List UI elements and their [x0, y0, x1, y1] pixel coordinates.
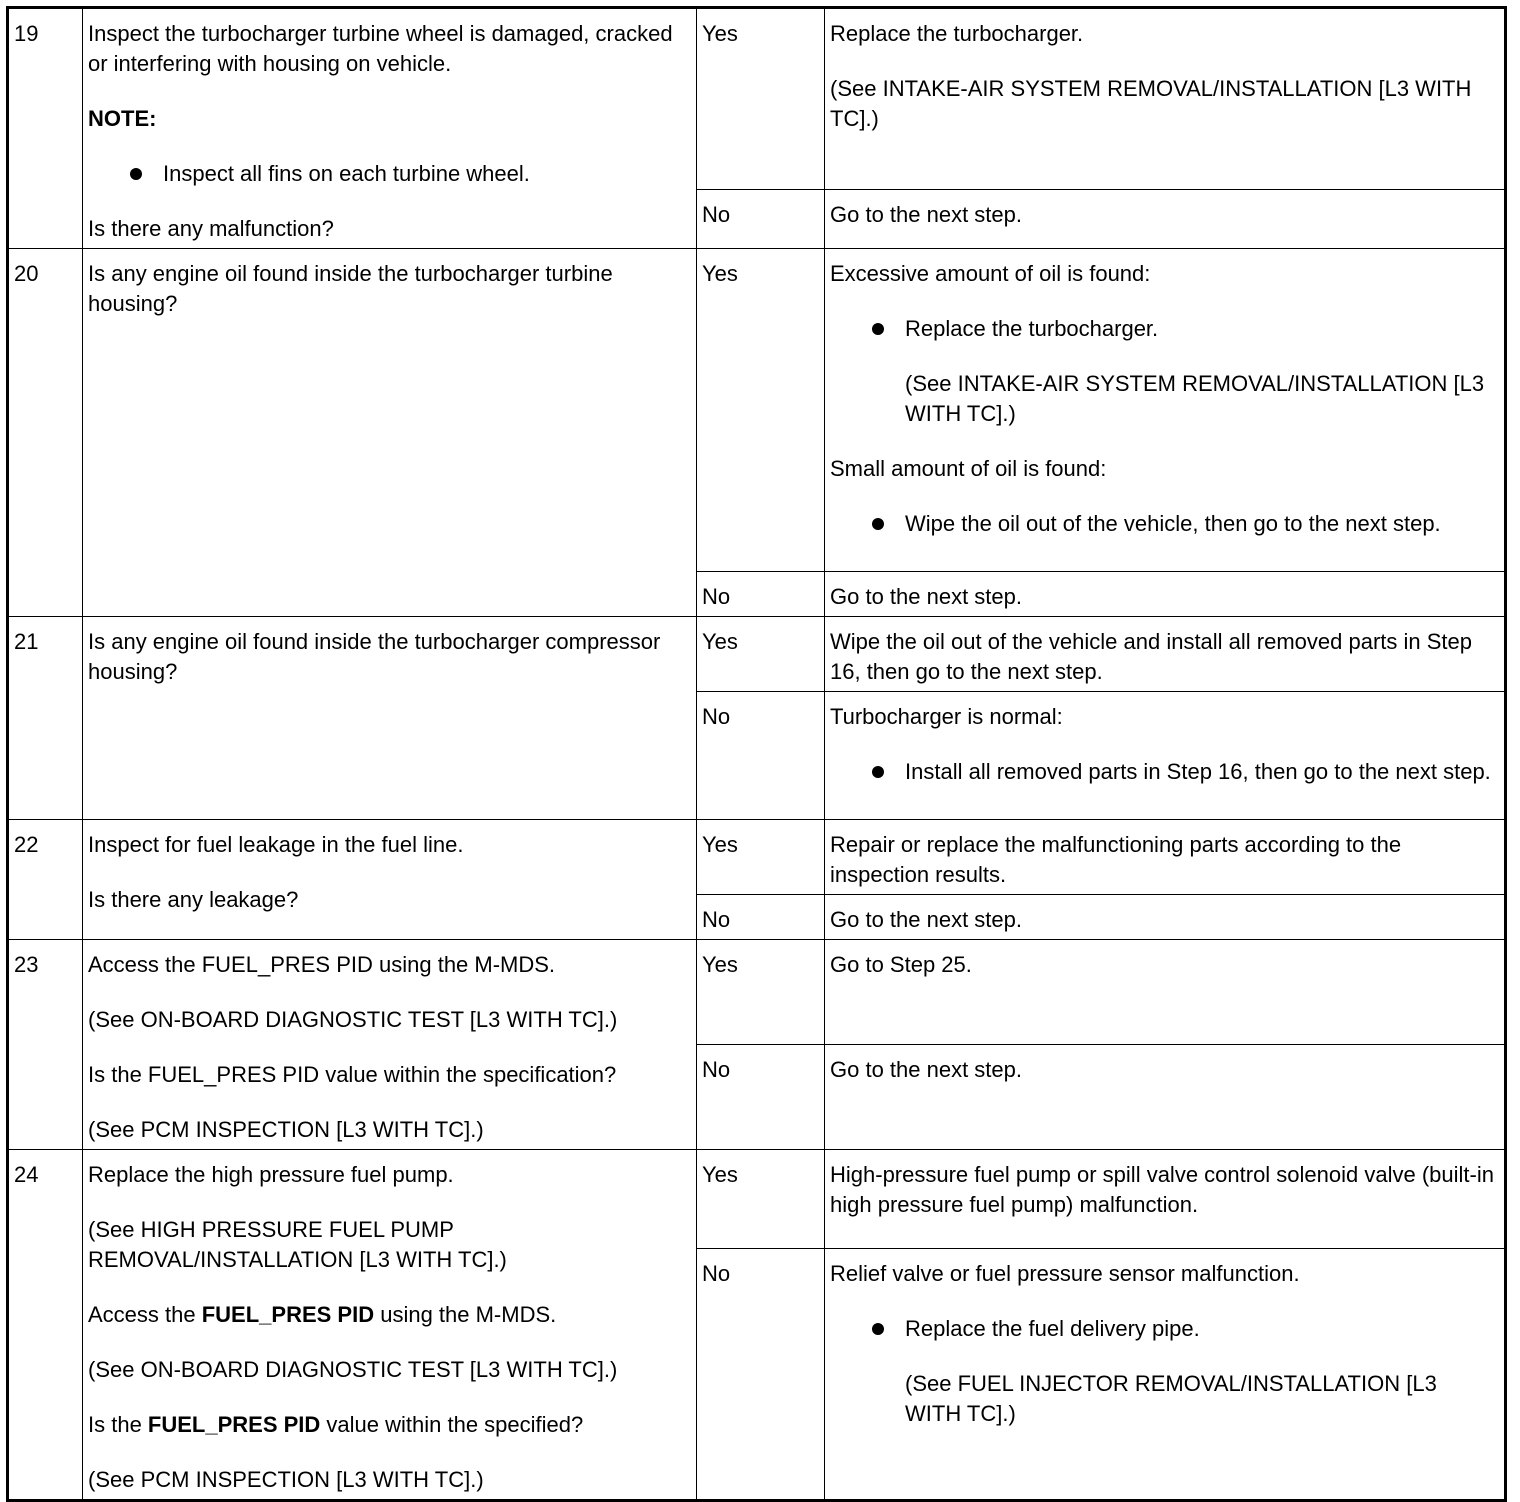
text-run: using the M-MDS. [374, 1302, 557, 1327]
result-no-label: No [702, 907, 731, 932]
result-no-label: No [702, 584, 731, 609]
action-reference: (See INTAKE-AIR SYSTEM REMOVAL/INSTALLATION [L3 WITH TC].) [905, 371, 1485, 426]
text-run: value within the specified? [320, 1412, 584, 1437]
step-number: 21 [14, 629, 39, 654]
inspection-text: Inspect the turbocharger turbine wheel is damaged, cracked or interfering with housing on vehicle. [88, 21, 673, 76]
action-text: Go to the next step. [830, 907, 1023, 932]
table-row [8, 617, 1506, 692]
result-yes-label: Yes [702, 261, 738, 286]
action-cell [825, 692, 1506, 820]
result-yes-cell [697, 617, 825, 692]
inspection-reference: (See PCM INSPECTION [L3 WITH TC].) [88, 1467, 484, 1492]
inspection-reference: (See HIGH PRESSURE FUEL PUMP REMOVAL/INSTALLATION [L3 WITH TC].) [88, 1217, 507, 1272]
inspection-text [88, 1300, 690, 1330]
step-number-cell [8, 8, 83, 249]
result-yes-label: Yes [702, 1162, 738, 1187]
action-cell [825, 249, 1506, 572]
step-number: 22 [14, 832, 39, 857]
result-yes-cell [697, 1150, 825, 1249]
inspection-text: Inspect for fuel leakage in the fuel line. [88, 832, 464, 857]
inspection-reference: (See ON-BOARD DIAGNOSTIC TEST [L3 WITH TC].) [88, 1357, 618, 1382]
text-run: Is the [88, 1412, 148, 1437]
inspection-cell [83, 8, 697, 249]
action-cell [825, 1150, 1506, 1249]
table-row [8, 1150, 1506, 1249]
action-text: Go to the next step. [830, 584, 1023, 609]
step-number: 20 [14, 261, 39, 286]
result-no-label: No [702, 1057, 731, 1082]
action-cell [825, 1045, 1506, 1150]
pid-name: FUEL_PRES PID [147, 1412, 321, 1437]
inspection-question: Is the FUEL_PRES PID value within the specification? [88, 1062, 617, 1087]
result-yes-cell [697, 820, 825, 895]
action-cell [825, 820, 1506, 895]
inspection-reference: (See ON-BOARD DIAGNOSTIC TEST [L3 WITH TC].) [88, 1007, 618, 1032]
inspection-cell [83, 820, 697, 940]
action-text: Wipe the oil out of the vehicle and install all removed parts in Step 16, then go to the next step. [830, 629, 1473, 684]
bullet-item: Replace the fuel delivery pipe. [830, 1314, 1498, 1344]
action-text: Go to the next step. [830, 201, 1023, 227]
note-label: NOTE: [88, 106, 157, 131]
inspection-cell [83, 617, 697, 820]
action-text: Turbocharger is normal: [830, 704, 1063, 729]
action-text: Go to the next step. [830, 1057, 1023, 1082]
result-no-cell [697, 895, 825, 940]
result-yes-cell [697, 249, 825, 572]
action-reference: (See INTAKE-AIR SYSTEM REMOVAL/INSTALLATION [L3 WITH TC].) [830, 76, 1472, 131]
step-number-cell [8, 820, 83, 940]
inspection-cell [83, 249, 697, 617]
result-no-cell [697, 1045, 825, 1150]
result-no-label: No [702, 1261, 731, 1287]
action-text: Excessive amount of oil is found: [830, 261, 1151, 286]
action-cell [825, 189, 1506, 248]
step-number: 24 [14, 1162, 39, 1187]
result-yes-label: Yes [702, 21, 738, 46]
inspection-reference: (See PCM INSPECTION [L3 WITH TC].) [88, 1117, 484, 1142]
result-no-cell [697, 189, 825, 248]
action-text: Go to Step 25. [830, 952, 972, 977]
inspection-question: Is there any malfunction? [88, 216, 334, 241]
result-yes-cell [697, 940, 825, 1045]
bullet-item: Install all removed parts in Step 16, then go to the next step. [830, 757, 1498, 787]
step-number: 23 [14, 952, 39, 977]
action-reference: (See FUEL INJECTOR REMOVAL/INSTALLATION [L3 WITH TC].) [905, 1371, 1437, 1427]
inspection-cell [83, 1150, 697, 1501]
table-row [8, 8, 1506, 190]
text-run: Access the [88, 1302, 202, 1327]
inspection-question: Is any engine oil found inside the turbocharger compressor housing? [88, 629, 661, 684]
result-no-cell [697, 1249, 825, 1501]
result-no-label: No [702, 201, 731, 227]
result-yes-label: Yes [702, 952, 738, 977]
action-text: Small amount of oil is found: [830, 456, 1107, 481]
step-number-cell [8, 249, 83, 617]
bullet-item: Inspect all fins on each turbine wheel. [88, 159, 690, 189]
result-no-cell [697, 572, 825, 617]
action-cell [825, 1249, 1506, 1501]
inspection-text: Replace the high pressure fuel pump. [88, 1162, 454, 1187]
action-text: Relief valve or fuel pressure sensor malfunction. [830, 1261, 1300, 1287]
action-text: Replace the turbocharger. [830, 21, 1084, 46]
result-yes-cell [697, 8, 825, 190]
step-number: 19 [14, 21, 39, 46]
pid-name: FUEL_PRES PID [201, 1302, 375, 1327]
action-text: High-pressure fuel pump or spill valve control solenoid valve (built-in high pressure fuel pump) malfunction. [830, 1162, 1494, 1217]
result-no-label: No [702, 704, 731, 729]
action-cell [825, 8, 1506, 190]
result-yes-label: Yes [702, 629, 738, 654]
action-cell [825, 572, 1506, 617]
step-number-cell [8, 1150, 83, 1501]
action-cell [825, 940, 1506, 1045]
inspection-question: Is any engine oil found inside the turbocharger turbine housing? [88, 261, 613, 316]
bullet-item: Replace the turbocharger. [830, 314, 1498, 344]
result-no-cell [697, 692, 825, 820]
inspection-question [88, 1410, 690, 1440]
table-row [8, 940, 1506, 1045]
result-yes-label: Yes [702, 832, 738, 857]
inspection-text: Access the FUEL_PRES PID using the M-MDS. [88, 952, 556, 977]
step-number-cell [8, 617, 83, 820]
action-text: Repair or replace the malfunctioning parts according to the inspection results. [830, 832, 1402, 887]
troubleshooting-table [6, 6, 1507, 1502]
inspection-question: Is there any leakage? [88, 887, 299, 912]
table-row [8, 820, 1506, 895]
action-cell [825, 895, 1506, 940]
bullet-item: Wipe the oil out of the vehicle, then go to the next step. [830, 509, 1498, 539]
action-cell [825, 617, 1506, 692]
inspection-cell [83, 940, 697, 1150]
step-number-cell [8, 940, 83, 1150]
table-row [8, 249, 1506, 572]
